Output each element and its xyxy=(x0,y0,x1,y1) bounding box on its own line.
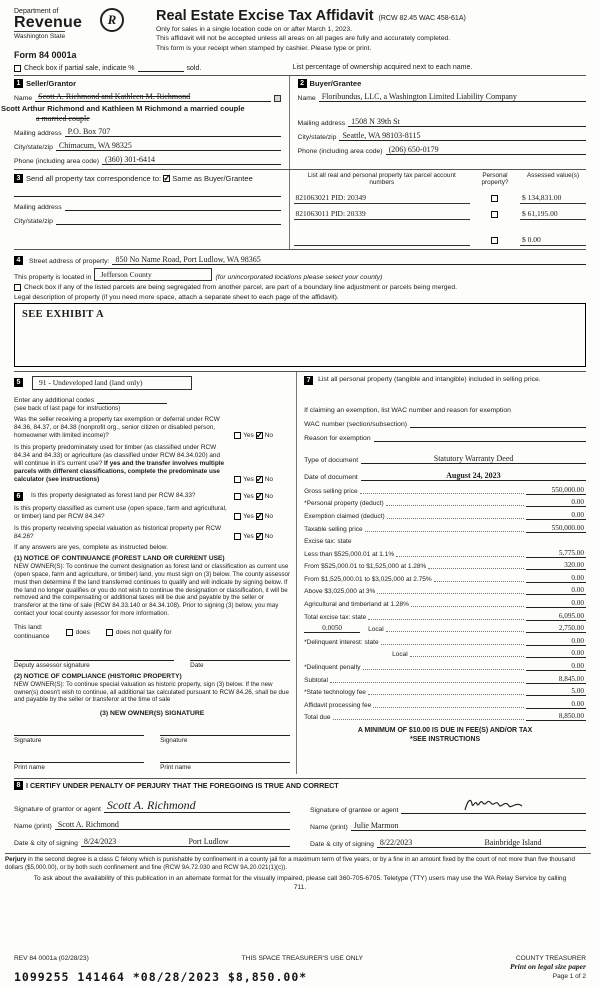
wac-number-label: WAC number (section/subsection) xyxy=(304,420,407,428)
assessed-value-1[interactable]: $ 134,831.00 xyxy=(520,192,586,204)
current-use-yes-checkbox[interactable] xyxy=(234,513,241,520)
page-number: Page 1 of 2 xyxy=(552,973,586,980)
parcel-row-3 xyxy=(294,234,586,246)
segregated-label: Check box if any of the listed parcels are being segregated from another parcel, are part of a boundary line adjustment or parcels being merged. xyxy=(24,283,457,291)
grantee-date-label: Date & city of signing xyxy=(310,841,374,849)
same-as-buyer-label: Same as Buyer/Grantee xyxy=(172,174,253,183)
parcel-header-accounts: List all real and personal property tax parcel account numbers xyxy=(307,172,456,187)
land-qualify-row xyxy=(14,623,290,642)
tax-line-local: 0.0050 Local 2,750.00 xyxy=(304,624,586,633)
tax-value-tier1[interactable]: 5,775.00 xyxy=(526,549,586,558)
header-note-1: Only for sales in a single location code on or after March 1, 2023. xyxy=(156,25,353,33)
grantor-certify-block xyxy=(14,792,290,848)
grantor-print-name-field[interactable]: Scott A. Richmond xyxy=(55,820,290,830)
parcel-row-2 xyxy=(294,208,586,220)
personal-property-intro: List all personal property (tangible and intangible) included in selling price. xyxy=(318,375,541,383)
doc-type-field[interactable]: Statutory Warranty Deed xyxy=(361,454,586,464)
logo-revenue-text: Revenue xyxy=(14,14,83,31)
tax-value-total-state[interactable]: 6,095.00 xyxy=(526,612,586,621)
deputy-signature-label: Deputy assessor signature xyxy=(14,661,90,669)
new-owner-print-label-1: Print name xyxy=(14,764,45,772)
dor-logo-block xyxy=(14,8,146,60)
grantor-signature-line xyxy=(14,797,290,813)
use-and-tax-columns xyxy=(14,371,586,774)
county-line xyxy=(14,268,586,281)
forest-no-label: No xyxy=(264,493,274,501)
buyer-phone-line xyxy=(298,145,586,155)
tax-line-agricultural: Agricultural and timberland at 1.28% 0.00 xyxy=(304,599,584,609)
seller-name-correction: Scott Arthur Richmond and Kathleen M Richmond a married couple xyxy=(1,104,245,113)
legal-description-label-line xyxy=(14,294,586,301)
parcel-header-personal: Personal property? xyxy=(481,172,509,187)
header-note-3: This form is your receipt when stamped by cashier. Please type or print. xyxy=(156,44,372,52)
timber-question xyxy=(14,444,229,484)
form-title-rcw: (RCW 82.45 WAC 458-61A) xyxy=(378,15,466,22)
reason-exemption-field[interactable] xyxy=(374,433,586,442)
historic-yes-checkbox[interactable] xyxy=(234,533,241,540)
seller-name-line xyxy=(14,92,281,102)
see-instructions-note: *SEE INSTRUCTIONS xyxy=(410,736,481,744)
deputy-date-block xyxy=(190,651,290,669)
tax-line-taxable: Taxable selling price 550,000.00 xyxy=(304,523,584,533)
correspondence-name-field[interactable] xyxy=(14,188,281,197)
historic-yes-label: Yes xyxy=(243,533,254,541)
new-owner-signature-field-2[interactable] xyxy=(160,726,290,736)
timber-yes-checkbox[interactable] xyxy=(234,476,241,483)
new-owner-signature-2 xyxy=(160,726,290,744)
exemption-yes-label: Yes xyxy=(243,431,254,439)
personal-property-checkbox-1[interactable] xyxy=(491,195,498,202)
form-number: Form 84 0001a xyxy=(14,50,77,60)
forest-question-row xyxy=(14,492,290,501)
perjury-notice xyxy=(5,853,591,872)
same-as-buyer-checkbox[interactable] xyxy=(163,175,170,182)
section-7-number: 7 xyxy=(304,376,313,385)
ownership-note: List percentage of ownership acquired next to each name. xyxy=(292,64,473,71)
correspondence-csz-label: City/state/zip xyxy=(14,218,53,225)
grantee-signature-label: Signature of grantee or agent xyxy=(310,807,399,815)
section-personal-property xyxy=(304,376,586,385)
tax-value-processing-fee[interactable]: 0.00 xyxy=(526,700,586,709)
correspondence-label: Send all property tax correspondence to: xyxy=(26,174,162,183)
buyer-phone-field[interactable]: (206) 650-0179 xyxy=(386,145,586,155)
grantee-date-field[interactable]: 8/22/2023 xyxy=(377,838,482,848)
timber-question-text: Is this property predominately used for timber (as classified under RCW 84.34 and 84.33) or agriculture (as classified under RCW 84.34.020) and will continue in it's current use? xyxy=(14,443,221,468)
grantor-print-line xyxy=(14,818,290,830)
section-1-title: Seller/Grantor xyxy=(26,79,77,88)
tax-computation xyxy=(304,486,586,722)
tax-line-personal-deduct: *Personal property (deduct) 0.00 xyxy=(304,498,584,508)
grantor-print-label: Name (print) xyxy=(14,823,52,831)
segregated-line xyxy=(14,284,586,291)
new-owner-print-label-2: Print name xyxy=(160,764,191,772)
timber-no-label: No xyxy=(264,476,274,484)
personal-property-checkbox-3[interactable] xyxy=(491,237,498,244)
exemption-question: Was the seller receiving a property tax exemption or deferral under RCW 84.36, 84.37, or 84.38 (nonprofit org., senior citizen or disabled person, homeowner with limited income)? xyxy=(14,415,220,439)
tax-value-technology-fee[interactable]: 5.00 xyxy=(526,687,586,696)
correspondence-mailing-line xyxy=(14,201,281,211)
legal-description-text: SEE EXHIBIT A xyxy=(22,308,105,320)
doc-type-line xyxy=(304,454,586,464)
correspondence-header xyxy=(14,174,281,183)
section-2-header xyxy=(298,79,586,88)
deputy-signature-block xyxy=(14,651,174,669)
partial-percent-field[interactable] xyxy=(138,64,184,72)
exemption-no-label: No xyxy=(264,431,274,439)
treasurer-space-label: THIS SPACE TREASURER'S USE ONLY xyxy=(241,955,364,962)
exemption-answer xyxy=(234,432,290,439)
current-use-no-label: No xyxy=(264,513,274,521)
dor-logo xyxy=(14,8,146,44)
new-owner-signature-1 xyxy=(14,726,144,744)
tax-value-exemption-deduct[interactable]: 0.00 xyxy=(526,511,586,520)
doc-date-field[interactable]: August 24, 2023 xyxy=(361,471,586,481)
local-rate-field[interactable]: 0.0050 xyxy=(304,624,360,633)
logo-dept-text: Department of xyxy=(14,8,59,15)
seller-name-struck: Scott A. Richmond and Kathleen M. Richmond xyxy=(38,92,191,101)
section-correspondence xyxy=(14,169,586,249)
seller-mailing-line xyxy=(14,127,281,137)
land-does-not-label: does not qualify for xyxy=(115,629,172,637)
exemption-no-checkbox[interactable] xyxy=(256,432,263,439)
historic-answer xyxy=(234,533,290,540)
notice1-title: (1) NOTICE OF CONTINUANCE (FOREST LAND OR CURRENT USE) xyxy=(14,555,225,563)
tax-line-subtotal: Subtotal 8,845.00 xyxy=(304,674,584,684)
doc-date-line xyxy=(304,471,586,481)
land-does-label: does xyxy=(75,629,90,637)
county-treasurer-label: COUNTY TREASURER xyxy=(515,955,586,962)
new-owner-print-2 xyxy=(160,753,290,771)
parcel-number-3[interactable] xyxy=(294,237,470,246)
parcel-row-1 xyxy=(294,192,586,204)
additional-codes-line xyxy=(14,394,290,404)
partial-sale-left xyxy=(14,64,289,72)
section-3-number: 3 xyxy=(14,174,23,183)
notice2-text: NEW OWNER(S): To continue special valuation as historic property, sign (3) below. If the new owner(s) doesn't wish to continue, all additional tax calculated pursuant to RCW 84.26, shall be due and payable by the seller or transferor at the time of sale xyxy=(14,680,289,704)
section-buyer xyxy=(289,76,586,169)
seller-phone-line xyxy=(14,155,281,165)
new-owner-signature-label-1: Signature xyxy=(14,737,42,745)
doc-date-label: Date of document xyxy=(304,473,358,481)
page-footer-right xyxy=(510,962,586,980)
land-does-option xyxy=(66,624,90,642)
land-qualify-labels xyxy=(14,623,50,642)
exemption-question-row xyxy=(14,416,290,440)
section-certify xyxy=(14,778,586,848)
title-line xyxy=(156,8,586,24)
parcel-header-assessed: Assessed value(s) xyxy=(526,172,580,179)
grantor-city-field[interactable]: Port Ludlow xyxy=(185,837,290,847)
tax-line-tier4: Above $3,025,000 at 3% 0.00 xyxy=(304,586,584,596)
deputy-date-label: Date xyxy=(190,661,204,669)
grantor-date-line xyxy=(14,835,290,847)
assessed-value-2[interactable]: $ 61,195.00 xyxy=(520,208,586,220)
complete-note: If any answers are yes, complete as instructed below. xyxy=(14,544,168,552)
section-1-header xyxy=(14,79,281,88)
exemption-yes-checkbox[interactable] xyxy=(234,432,241,439)
seller-csz-line xyxy=(14,141,281,151)
buyer-name-label: Name xyxy=(297,95,316,102)
section-2-title: Buyer/Grantee xyxy=(309,79,362,88)
tax-line-tier1: Less than $525,000.01 at 1.1% 5,775.00 xyxy=(304,548,584,558)
buyer-csz-line xyxy=(298,131,586,141)
timber-question-row xyxy=(14,444,290,484)
timber-no-checkbox[interactable] xyxy=(256,476,263,483)
notice1-text: NEW OWNER(S): To continue the current designation as forest land or classification as current use (open space, farm and agriculture, or timber) land, you must sign on (3) below. The county assessor must then determine if the land transferred continues to qualify and will indicate by signing below. If the land no longer qualifies or you do not wish to continue the designation or classification, it will be removed and the compensating or additional taxes will be due and payable by the seller or transferor at the time of sale (RCW 84.33.140 or 84.34.108). Prior to signing (3) below, you may contact your local county assessor for more information. xyxy=(14,563,291,617)
tax-value-personal-deduct[interactable]: 0.00 xyxy=(526,498,586,507)
additional-codes-field[interactable] xyxy=(97,396,167,404)
tax-value-agricultural[interactable]: 0.00 xyxy=(526,599,586,608)
tax-value-tier3[interactable]: 0.00 xyxy=(526,574,586,583)
seller-phone-field[interactable]: (360) 301-6414 xyxy=(102,155,281,165)
tax-line-excise-header: Excise tax: state xyxy=(304,538,352,546)
seller-name-label: Name xyxy=(14,95,33,102)
print-note: Print on legal size paper xyxy=(510,962,586,971)
county-select[interactable]: Jefferson County xyxy=(94,268,212,281)
correspondence-left xyxy=(14,170,289,249)
tax-line-delinquent-penalty: *Delinquent penalty 0.00 xyxy=(304,662,584,672)
reason-exemption-label: Reason for exemption xyxy=(304,434,371,442)
right-column xyxy=(297,372,586,774)
grantee-city-field[interactable]: Bainbridge Island xyxy=(481,838,586,848)
current-use-question: Is this property classified as current use (open space, farm and agricultural, or timber) land per RCW 84.34? xyxy=(14,505,227,521)
forest-yes-checkbox[interactable] xyxy=(234,493,241,500)
revenue-emblem-icon: R xyxy=(100,8,124,32)
tax-value-gross[interactable]: 550,000.00 xyxy=(526,486,586,495)
tax-line-tier3: From $1,525,000.01 to $3,025,000 at 2.75% 0.00 xyxy=(304,573,584,583)
deputy-assessor-row xyxy=(14,651,290,669)
parties-row xyxy=(1,76,586,169)
partial-sold-label: sold. xyxy=(186,65,202,72)
tax-line-delinquent-interest-state: *Delinquent interest: state 0.00 xyxy=(304,636,584,646)
wac-number-line xyxy=(304,418,586,428)
grantor-signature-label: Signature of grantor or agent xyxy=(14,806,101,814)
street-address-field[interactable]: 850 No Name Road, Port Ludlow, WA 98365 xyxy=(112,255,586,265)
additional-codes-note: (see back of last page for instructions) xyxy=(14,404,121,412)
section-property xyxy=(14,249,586,367)
new-owner-print-1 xyxy=(14,753,144,771)
tax-line-exemption-deduct: Exemption claimed (deduct) 0.00 xyxy=(304,510,584,520)
continuance-label: continuance xyxy=(14,633,50,641)
current-use-no-checkbox[interactable] xyxy=(256,513,263,520)
tax-value-taxable[interactable]: 550,000.00 xyxy=(526,524,586,533)
form-header xyxy=(14,8,586,60)
tax-line-processing-fee: Affidavit processing fee 0.00 xyxy=(304,699,584,709)
tax-value-subtotal[interactable]: 8,845.00 xyxy=(526,675,586,684)
new-owner-signatures-row xyxy=(14,726,290,744)
buyer-name-line xyxy=(298,92,586,102)
section-8-number: 8 xyxy=(14,781,23,790)
perjury-text: in the second degree is a class C felony which is punishable by confinement in a county jail for a maximum term of five years, or by a fine in an amount fixed by the court of not more than five thousand dollars ($5,000.00), or by both such confinement and fine (RCW 9A.72.030 and RCW 9A.20.021(1)(c)). xyxy=(5,856,575,871)
reason-exemption-line xyxy=(304,432,586,442)
this-land-label: This land: xyxy=(14,623,43,631)
land-use-code-select[interactable]: 91 - Undeveloped land (land only) xyxy=(32,376,192,390)
buyer-name-field[interactable]: Floribundus, LLC, a Washington Limited Liability Company xyxy=(319,92,586,102)
forest-answer xyxy=(234,493,290,500)
tax-line-gross: Gross selling price 550,000.00 xyxy=(304,485,584,495)
logo-state-text: Washington State xyxy=(14,33,66,40)
correspondence-name-line xyxy=(14,187,281,197)
correspondence-mailing-label: Mailing address xyxy=(14,204,62,211)
personal-property-blank-area[interactable] xyxy=(304,385,586,399)
section-1-number: 1 xyxy=(14,79,23,88)
buyer-mailing-label: Mailing address xyxy=(297,120,346,127)
street-address-label: Street address of property: xyxy=(29,257,110,265)
grantor-signature[interactable]: Scott A. Richmond xyxy=(106,798,196,813)
grantor-date-field[interactable]: 8/24/2023 xyxy=(81,837,186,847)
grantee-print-name-field[interactable]: Julie Marmon xyxy=(351,821,586,831)
tax-value-local[interactable]: 2,750.00 xyxy=(526,624,586,633)
tax-value-tier4[interactable]: 0.00 xyxy=(526,586,586,595)
section-4-number: 4 xyxy=(14,256,23,265)
grantee-certify-block xyxy=(310,792,586,848)
timber-yes-label: Yes xyxy=(243,476,254,484)
tax-line-tier2: From $525,000.01 to $1,525,000 at 1.28% 320.00 xyxy=(304,561,584,571)
seller-csz-label: City/state/zip xyxy=(14,144,53,151)
buyer-csz-label: City/state/zip xyxy=(297,134,337,141)
notice3-title: (3) NEW OWNER(S) SIGNATURE xyxy=(99,710,205,718)
treasurer-stamp: 1099255 141464 *08/28/2023 $8,850.00* xyxy=(14,970,308,984)
forest-no-checkbox[interactable] xyxy=(256,493,263,500)
tax-value-delinquent-interest-local[interactable]: 0.00 xyxy=(526,649,586,658)
buyer-phone-label: Phone (including area code) xyxy=(297,148,383,155)
grantee-date-line xyxy=(310,836,586,848)
legal-description-label: Legal description of property (if you need more space, attach a separate sheet to each page of the affidavit). xyxy=(14,293,339,301)
seller-csz-field[interactable]: Chimacum, WA 98325 xyxy=(56,141,281,151)
segregated-checkbox[interactable] xyxy=(14,284,21,291)
parcel-table xyxy=(289,170,586,249)
located-in-label: This property is located in xyxy=(14,273,92,281)
section-land-use xyxy=(14,376,290,390)
tax-value-delinquent-interest-state[interactable]: 0.00 xyxy=(526,637,586,646)
historic-no-checkbox[interactable] xyxy=(256,533,263,540)
rev-number: REV 84 0001a (02/28/23) xyxy=(14,955,89,962)
doc-type-label: Type of document xyxy=(304,456,359,464)
county-note: (for unincorporated locations please select your county) xyxy=(215,273,383,281)
certify-header xyxy=(14,781,586,790)
correspondence-csz-line xyxy=(14,215,281,225)
partial-sale-row xyxy=(14,64,586,76)
current-use-answer xyxy=(234,513,290,520)
legal-description-box[interactable] xyxy=(14,303,586,367)
tax-line-delinquent-interest-local: Local 0.00 xyxy=(392,649,584,659)
new-owner-print-names-row xyxy=(14,753,290,771)
section-6-number: 6 xyxy=(14,492,23,501)
timber-answer xyxy=(234,476,290,483)
title-block xyxy=(156,8,586,60)
forest-yes-label: Yes xyxy=(243,493,254,501)
grantor-date-label: Date & city of signing xyxy=(14,840,78,848)
historic-no-label: No xyxy=(264,533,274,541)
historic-question: Is this property receiving special valuation as historical property per RCW 84.26? xyxy=(14,525,222,541)
assessed-value-3[interactable]: $ 0.00 xyxy=(520,234,586,246)
flex-spacer xyxy=(14,893,586,948)
parcel-table-header xyxy=(294,171,586,188)
seller-mailing-field[interactable]: P.O. Box 707 xyxy=(65,127,281,137)
new-owner-print-field-1[interactable] xyxy=(14,753,144,763)
tax-value-total-due[interactable]: 8,850.00 xyxy=(526,712,586,721)
notice2-title: (2) NOTICE OF COMPLIANCE (HISTORIC PROPERTY) xyxy=(14,672,182,680)
left-column xyxy=(14,372,297,774)
perjury-lead: Perjury xyxy=(5,856,27,864)
tax-value-tier2[interactable]: 320.00 xyxy=(526,561,586,570)
form-title: Real Estate Excise Tax Affidavit xyxy=(156,8,374,24)
current-use-question-row xyxy=(14,505,290,521)
footer-row xyxy=(14,955,586,962)
deputy-date-field[interactable] xyxy=(190,651,290,661)
wac-number-field[interactable] xyxy=(410,419,586,428)
parcel-number-2[interactable]: 821063011 PID: 20339 xyxy=(294,208,470,220)
street-address-line xyxy=(14,255,586,265)
forest-question: Is this property designated as forest land per RCW 84.33? xyxy=(31,492,196,500)
land-does-not-checkbox[interactable] xyxy=(106,629,113,636)
certify-statement: I CERTIFY UNDER PENALTY OF PERJURY THAT THE FOREGOING IS TRUE AND CORRECT xyxy=(26,781,339,791)
land-does-not-option xyxy=(106,624,172,642)
accessibility-notice: To ask about the availability of this publication in an alternate format for the visually impaired, please call 360-705-6705. Teletype (TTY) users may use the WA Relay Service by calling 711. xyxy=(33,874,567,891)
header-note-2: This affidavit will not be accepted unless all areas on all pages are fully and accurately completed. xyxy=(156,35,451,43)
land-does-checkbox[interactable] xyxy=(66,629,73,636)
grantee-signature-line xyxy=(310,797,586,814)
tax-line-total-state: Total excise tax: state 6,095.00 xyxy=(304,611,584,621)
partial-sale-checkbox[interactable] xyxy=(14,65,21,72)
correspondence-mailing-field[interactable] xyxy=(65,202,281,211)
seller-name-field[interactable] xyxy=(35,92,270,102)
seller-marital-line xyxy=(14,114,281,123)
section-5-number: 5 xyxy=(14,378,23,387)
annotation-marker-icon xyxy=(274,95,281,102)
current-use-yes-label: Yes xyxy=(243,513,254,521)
grantee-print-line xyxy=(310,819,586,831)
grantee-print-label: Name (print) xyxy=(310,824,348,832)
historic-question-row xyxy=(14,525,290,541)
certify-signatures xyxy=(14,792,586,848)
grantee-signature[interactable] xyxy=(462,797,526,813)
tax-value-delinquent-penalty[interactable]: 0.00 xyxy=(526,662,586,671)
exemption-claim-note: If claiming an exemption, list WAC number and reason for exemption xyxy=(304,406,511,414)
new-owner-signature-label-2: Signature xyxy=(160,737,188,745)
new-owner-signature-field-1[interactable] xyxy=(14,726,144,736)
section-2-number: 2 xyxy=(298,79,307,88)
timber-question-bold: If yes and the transfer involves multiple parcels with different classifications, complete the predominate use calculator (see instructions) xyxy=(14,460,225,484)
tax-line-technology-fee: *State technology fee 5.00 xyxy=(304,687,584,697)
seller-phone-label: Phone (including area code) xyxy=(14,158,100,165)
correspondence-csz-field[interactable] xyxy=(56,216,281,225)
deputy-signature-field[interactable] xyxy=(14,651,174,661)
partial-sale-label: Check box if partial sale, indicate % xyxy=(24,65,135,72)
seller-mailing-label: Mailing address xyxy=(14,130,62,137)
additional-codes-label: Enter any additional codes xyxy=(14,396,95,404)
buyer-mailing-field[interactable]: 1508 N 39th St xyxy=(348,117,586,127)
new-owner-print-field-2[interactable] xyxy=(160,753,290,763)
personal-property-checkbox-2[interactable] xyxy=(491,211,498,218)
section-seller xyxy=(1,76,289,169)
seller-marital-struck: a married couple xyxy=(36,114,90,123)
minimum-due-note: A MINIMUM OF $10.00 IS DUE IN FEE(S) AND/OR TAX xyxy=(357,727,533,735)
tax-line-total-due: Total due 8,850.00 xyxy=(304,712,584,722)
buyer-spacer xyxy=(298,102,586,113)
buyer-mailing-line xyxy=(298,117,586,127)
parcel-number-1[interactable]: 821063021 PID: 20349 xyxy=(294,192,470,204)
buyer-csz-field[interactable]: Seattle, WA 98103-8115 xyxy=(339,131,586,141)
